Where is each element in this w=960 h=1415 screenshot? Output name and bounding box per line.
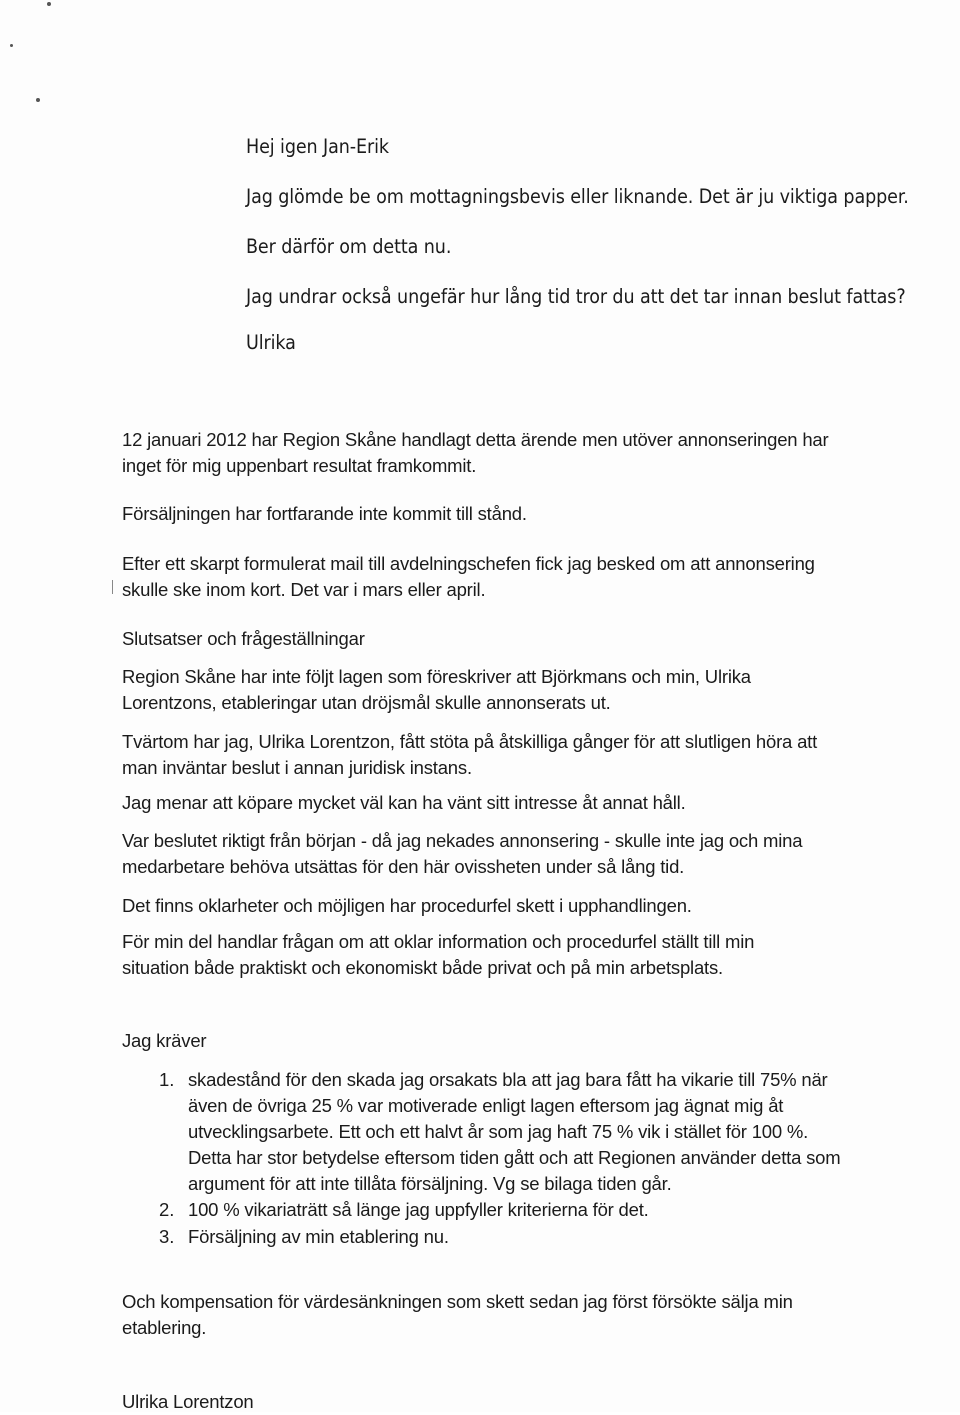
email-line-3: Jag undrar också ungefär hur lång tid tror du att det tar innan beslut fattas? [246, 285, 906, 308]
section-heading: Slutsatser och frågeställningar [122, 628, 365, 649]
main-a-line-1: Region Skåne har inte följt lagen som föreskriver att Björkmans och min, Ulrika [122, 666, 751, 687]
demand-2-line-1: 100 % vikariaträtt så länge jag uppfyller kriterierna för det. [188, 1199, 649, 1220]
scan-speck [36, 98, 40, 102]
intro-p1-line-1: 12 januari 2012 har Region Skåne handlagt detta ärende men utöver annonseringen har [122, 429, 829, 450]
scan-speck [10, 44, 13, 47]
email-greeting: Hej igen Jan-Erik [246, 135, 389, 158]
demand-1-number: 1. [159, 1069, 175, 1090]
signature: Ulrika Lorentzon [122, 1391, 254, 1412]
main-f-line-2: situation både praktiskt och ekonomiskt både privat och på min arbetsplats. [122, 957, 723, 978]
demand-3-number: 3. [159, 1226, 175, 1247]
main-f-line-1: För min del handlar frågan om att oklar information och procedurfel ställt till min [122, 931, 755, 952]
scan-speck [47, 2, 51, 6]
main-a-line-2: Lorentzons, etableringar utan dröjsmål skulle annonserats ut. [122, 692, 611, 713]
main-d-line-2: medarbetare behöva utsättas för den här ovissheten under så lång tid. [122, 856, 685, 877]
intro-p2: Försäljningen har fortfarande inte kommit till stånd. [122, 503, 527, 524]
scan-mark [112, 580, 113, 594]
closing-line-2: etablering. [122, 1317, 207, 1338]
demand-1-line-4: Detta har stor betydelse eftersom tiden gått och att Regionen använder detta som [188, 1147, 841, 1168]
intro-p3-line-1: Efter ett skarpt formulerat mail till avdelningschefen fick jag besked om att annonsering [122, 553, 815, 574]
email-signoff: Ulrika [246, 331, 296, 354]
demand-2-number: 2. [159, 1199, 175, 1220]
intro-p1-line-2: inget för mig uppenbart resultat framkommit. [122, 455, 477, 476]
main-e: Det finns oklarheter och möjligen har procedurfel skett i upphandlingen. [122, 895, 692, 916]
demand-1-line-3: utvecklingsarbete. Ett och ett halvt år som jag haft 75 % vik i stället för 100 %. [188, 1121, 809, 1142]
main-c: Jag menar att köpare mycket väl kan ha vänt sitt intresse åt annat håll. [122, 792, 686, 813]
closing-line-1: Och kompensation för värdesänkningen som skett sedan jag först försökte sälja min [122, 1291, 793, 1312]
main-d-line-1: Var beslutet riktigt från början - då jag nekades annonsering - skulle inte jag och mina [122, 830, 803, 851]
intro-p3-line-2: skulle ske inom kort. Det var i mars eller april. [122, 579, 486, 600]
email-line-1: Jag glömde be om mottagningsbevis eller liknande. Det är ju viktiga papper. [246, 185, 909, 208]
demand-3-line-1: Försäljning av min etablering nu. [188, 1226, 449, 1247]
email-line-2: Ber därför om detta nu. [246, 235, 452, 258]
demand-1-line-5: argument för att inte tillåta försäljning. Vg se bilaga tiden går. [188, 1173, 672, 1194]
demand-1-line-1: skadestånd för den skada jag orsakats bla att jag bara fått ha vikarie till 75% när [188, 1069, 828, 1090]
main-b-line-2: man inväntar beslut i annan juridisk instans. [122, 757, 472, 778]
demand-1-line-2: även de övriga 25 % var motiverade enligt lagen eftersom jag ägnat mig åt [188, 1095, 784, 1116]
demands-heading: Jag kräver [122, 1030, 207, 1051]
main-b-line-1: Tvärtom har jag, Ulrika Lorentzon, fått stöta på åtskilliga gånger för att slutligen höra att [122, 731, 818, 752]
